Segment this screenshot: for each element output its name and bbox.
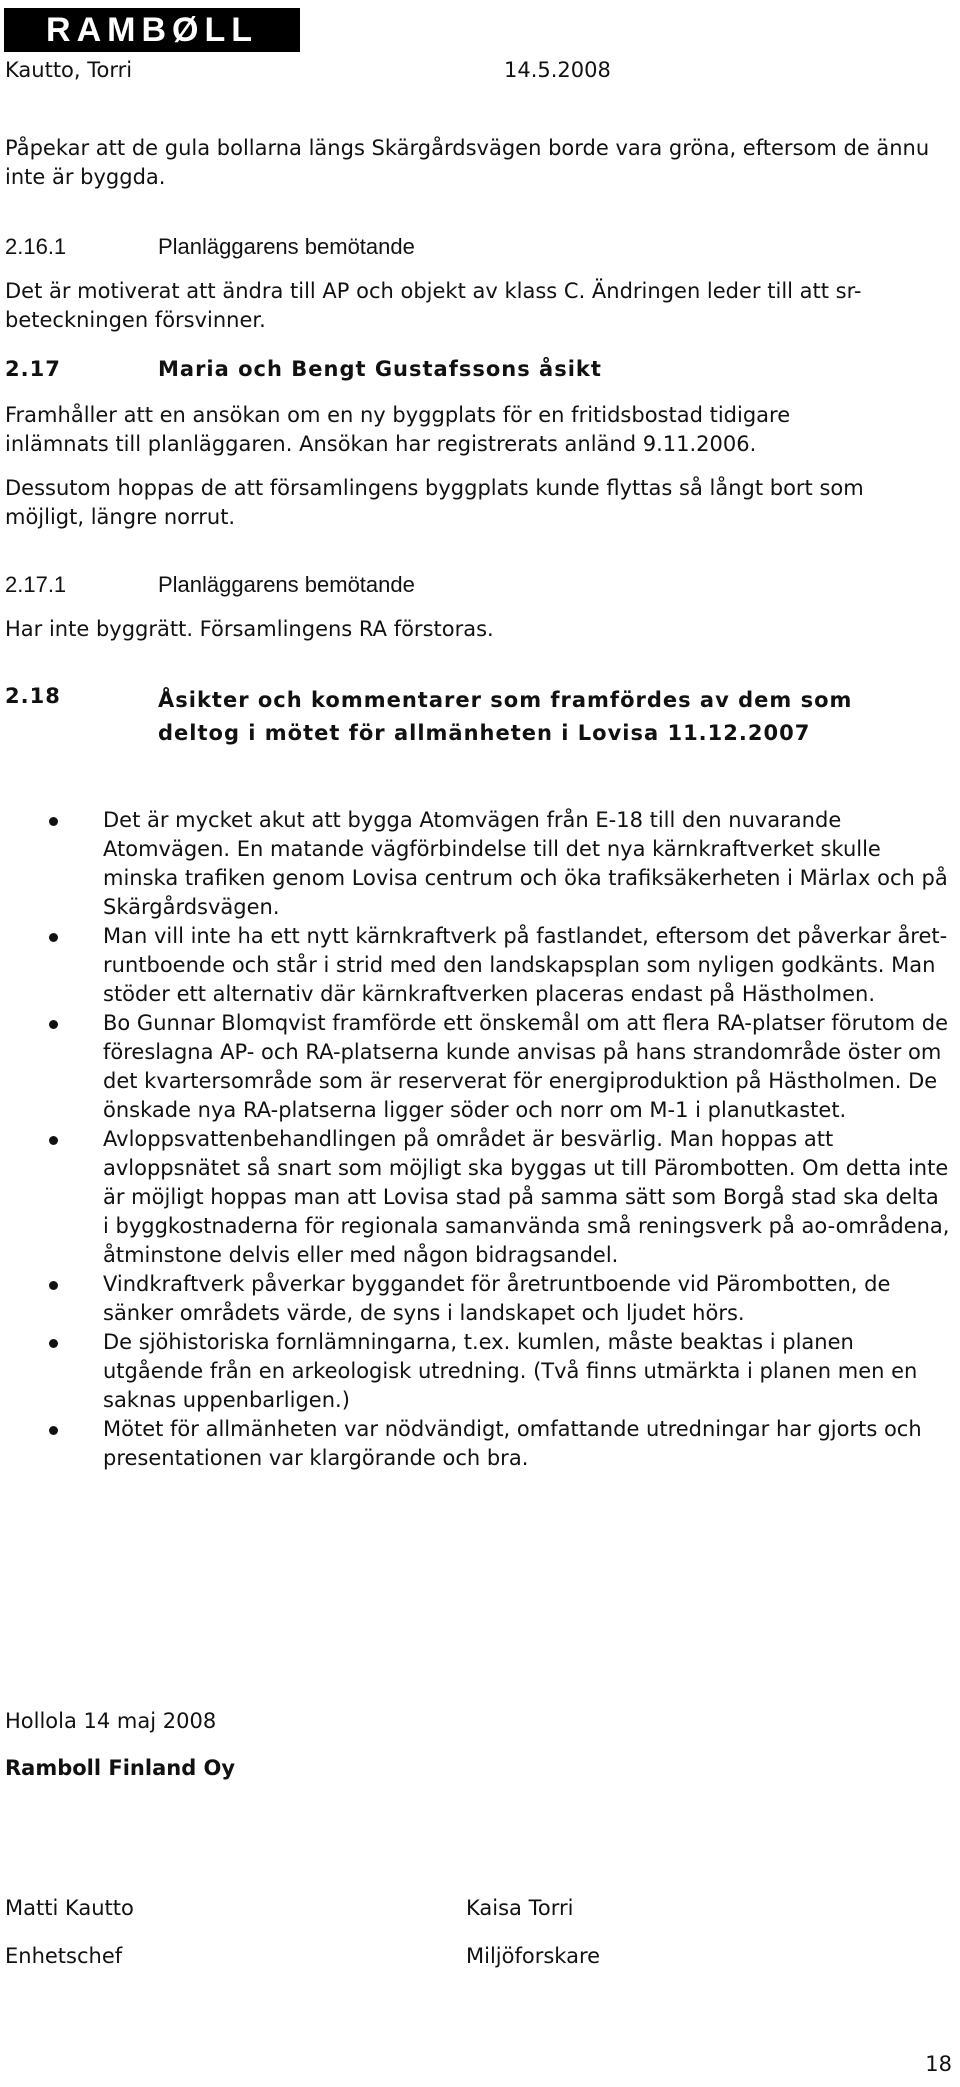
section-2-17-1-number: 2.17.1: [5, 572, 67, 597]
bullet-dot: [49, 1136, 58, 1145]
closing-company: Ramboll Finland Oy: [5, 1756, 236, 1780]
section-2-17-para2: Dessutom hoppas de att församlingens byggplats kunde flyttas så långt bort som möjligt, längre norrut.: [5, 476, 864, 529]
list-item: De sjöhistoriska fornlämningarna, t.ex. kumlen, måste beaktas i planen utgående från en arkeologisk utredning. (Två finns utmärkta i planen men en saknas uppenbarligen.): [0, 1328, 950, 1415]
bullet-dot: [49, 933, 58, 942]
intro-paragraph: Påpekar att de gula bollarna längs Skärgårdsvägen borde vara gröna, eftersom de ännu inte är byggda.: [5, 136, 930, 189]
bullet-dot: [49, 1426, 58, 1435]
header-authors: Kautto, Torri: [5, 58, 133, 82]
section-2-18-title-line1: Åsikter och kommentarer som framfördes av dem som: [158, 688, 853, 712]
section-2-17-1-text: Har inte byggrätt. Församlingens RA förstoras.: [5, 617, 494, 641]
list-item: Det är mycket akut att bygga Atomvägen från E-18 till den nuvarande Atomvägen. En matande vägförbindelse till det nya kärnkraftverket skulle minska trafiken genom Lovisa centrum och öka trafiksäkerheten i Märlax och på Skärgårdsvägen.: [0, 806, 950, 922]
section-2-16-1-number: 2.16.1: [5, 234, 67, 259]
section-2-17-para1-line2: inlämnats till planläggaren. Ansökan har registrerats anländ 9.11.2006.: [5, 432, 757, 456]
list-item: Avloppsvattenbehandlingen på området är besvärlig. Man hoppas att avloppsnätet så snart som möjligt ska byggas ut till Pärombotten. Om detta inte är möjligt hoppas man att Lovisa stad på samma sätt som Borgå stad ska delta i byggkostnaderna för regionala samanvända små reningsverk på ao-områdena, åtminstone delvis eller med någon bidragsandel.: [0, 1125, 950, 1270]
section-2-17-para1-line1: Framhåller att en ansökan om en ny byggplats för en fritidsbostad tidigare: [5, 403, 791, 427]
list-item: Mötet för allmänheten var nödvändigt, omfattande utredningar har gjorts och presentationen var klargörande och bra.: [0, 1415, 950, 1473]
bullet-dot: [49, 1281, 58, 1290]
section-2-17-1-title: Planläggarens bemötande: [158, 572, 415, 597]
bullet-dot: [49, 1339, 58, 1348]
list-item: Vindkraftverk påverkar byggandet för åretruntboende vid Pärombotten, de sänker områdets värde, de syns i landskapet och ljudet hörs.: [0, 1270, 950, 1328]
section-2-16-1-text: Det är motiverat att ändra till AP och objekt av klass C. Ändringen leder till att sr-beteckningen försvinner.: [5, 279, 862, 332]
section-2-16-1-title: Planläggarens bemötande: [158, 234, 415, 259]
section-2-18-number: 2.18: [5, 684, 61, 708]
bullet-dot: [49, 1020, 58, 1029]
bullet-dot: [49, 817, 58, 826]
page-number: 18: [925, 2052, 952, 2076]
closing-place-date: Hollola 14 maj 2008: [5, 1709, 217, 1733]
section-2-18-title: [158, 684, 852, 750]
logo-wordmark: RAMBØLL: [46, 11, 258, 49]
list-item: Man vill inte ha ett nytt kärnkraftverk på fastlandet, eftersom det påverkar åretruntboende och står i strid med den landskapsplan som nyligen godkänts. Man stöder ett alternativ där kärnkraftverken placeras endast på Hästholmen.: [0, 922, 950, 1009]
signature-name-1: Matti Kautto: [5, 1896, 134, 1920]
section-2-17-title: Maria och Bengt Gustafssons åsikt: [158, 357, 602, 381]
ramboll-logo: [4, 8, 300, 52]
list-item: Bo Gunnar Blomqvist framförde ett önskemål om att flera RA-platser förutom de föreslagna AP- och RA-platserna kunde anvisas på hans strandområde öster om det kvartersområde som är reserverat för energiproduktion på Hästholmen. De önskade nya RA-platserna ligger söder och norr om M-1 i planutkastet.: [0, 1009, 950, 1125]
section-2-18-title-line2: deltog i mötet för allmänheten i Lovisa 11.12.2007: [158, 721, 811, 745]
comment-bullet-list: [0, 806, 950, 1473]
header-date: 14.5.2008: [504, 58, 611, 82]
section-2-17-number: 2.17: [5, 357, 61, 381]
signature-name-2: Kaisa Torri: [466, 1896, 574, 1920]
signature-title-1: Enhetschef: [5, 1944, 123, 1968]
signature-title-2: Miljöforskare: [466, 1944, 601, 1968]
